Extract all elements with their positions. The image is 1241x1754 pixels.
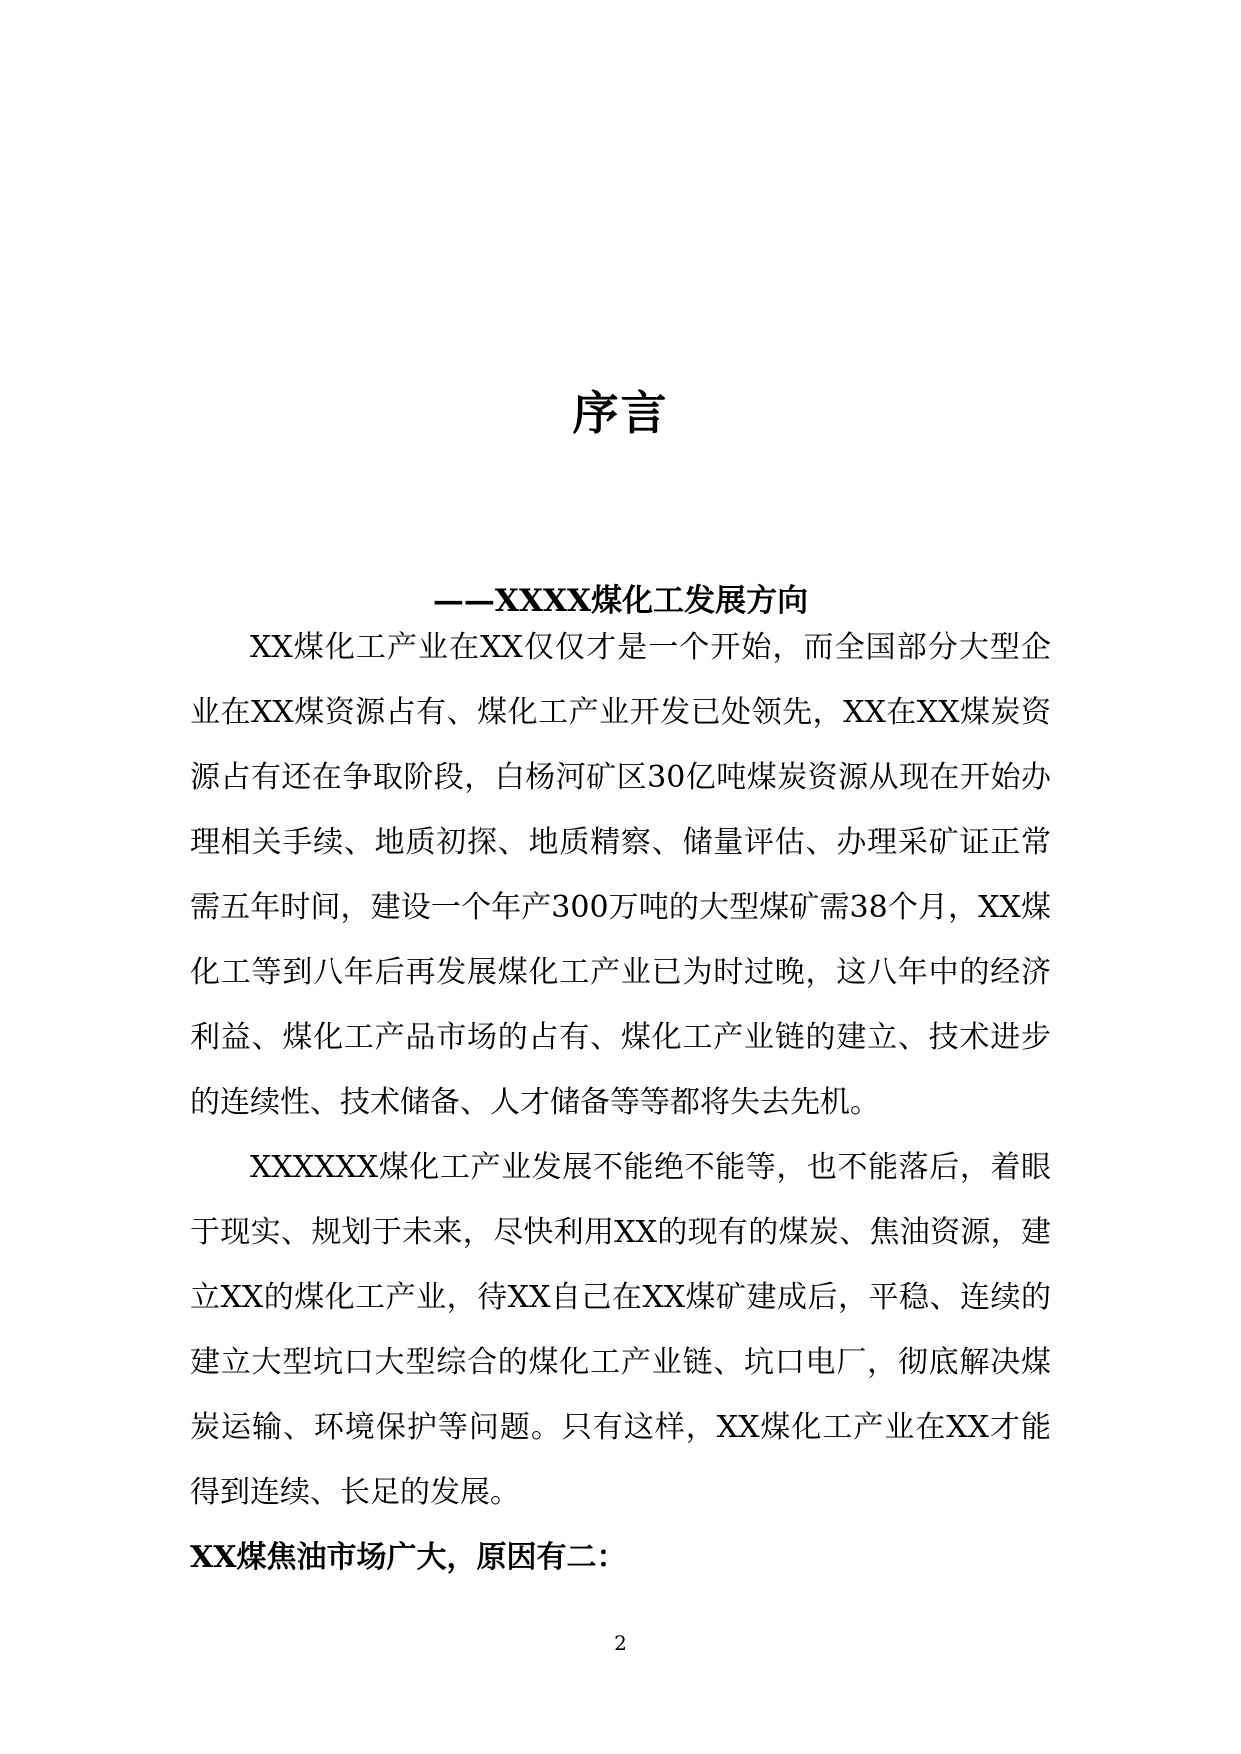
page-number: 2	[614, 1631, 627, 1655]
paragraph: XXXXXX煤化工产业发展不能绝不能等，也不能落后，着眼于现实、规划于未来，尽快利用XX的现有的煤炭、焦油资源，建立XX的煤化工产业，待XX自己在XX煤矿建成后，平稳、连续的建立大型坑口大型综合的煤化工产业链、坑口电厂，彻底解决煤炭运输、环境保护等问题。只有这样，XX煤化工产业在XX才能得到连续、长足的发展。	[190, 1150, 1051, 1510]
page-title: 序言	[572, 385, 669, 440]
paragraph: XX煤化工产业在XX仅仅才是一个开始，而全国部分大型企业在XX煤资源占有、煤化工产业开发已处领先，XX在XX煤炭资源占有还在争取阶段，白杨河矿区30亿吨煤炭资源从现在开始办理相关手续、地质初探、地质精察、储量评估、办理采矿证正常需五年时间，建设一个年产300万吨的大型煤矿需38个月，XX煤化工等到八年后再发展煤化工产业已为时过晚，这八年中的经济利益、煤化工产品市场的占有、煤化工产业链的建立、技术进步的连续性、技术储备、人才储备等等都将失去先机。	[190, 630, 1051, 1120]
body-text	[190, 615, 1051, 1590]
section-heading: XX煤焦油市场广大，原因有二：	[190, 1540, 627, 1575]
page-subtitle: ——XXXX煤化工发展方向	[432, 582, 809, 619]
